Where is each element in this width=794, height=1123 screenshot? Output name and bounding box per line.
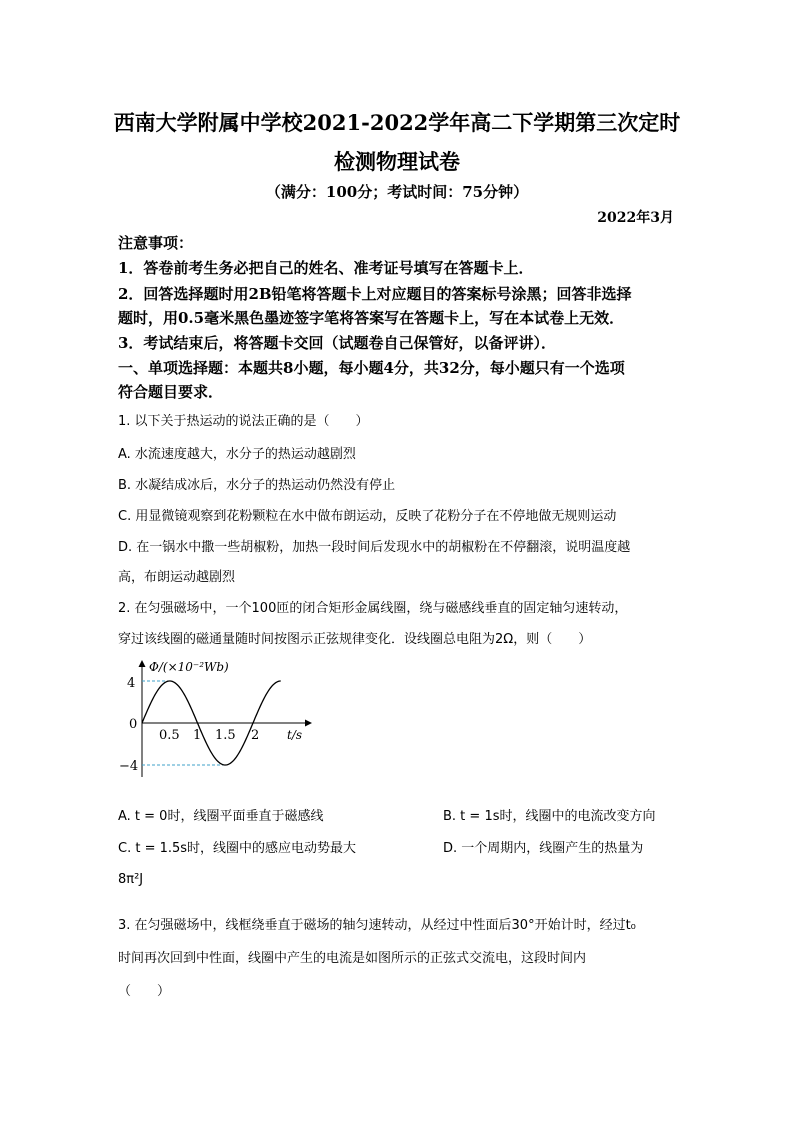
exam-date: 2022年3月 xyxy=(597,210,674,226)
y-axis-label: Φ/(×10⁻²Wb) xyxy=(149,660,229,674)
q2-option-d: D. 一个周期内，线圈产生的热量为 xyxy=(443,841,644,856)
q1-option-d-cont: 高，布朗运动越剧烈 xyxy=(118,570,236,585)
q2-option-a: A. t = 0时，线圈平面垂直于磁感线 xyxy=(118,809,324,824)
q1-option-d: D. 在一锅水中撒一些胡椒粉，加热一段时间后发现水中的胡椒粉在不停翻滚，说明温度越 xyxy=(118,540,631,555)
q2-option-d-value: 8π²J xyxy=(118,872,144,887)
q1-option-a: A. 水流速度越大，水分子的热运动越剧烈 xyxy=(118,447,356,462)
x-tick-0-5: 0.5 xyxy=(159,728,180,743)
q3-stem-cont: 时间再次回到中性面，线圈中产生的电流是如图所示的正弦式交流电，这段时间内 xyxy=(118,951,587,966)
q3-stem-bracket: （ ） xyxy=(118,984,171,999)
x-tick-1-5: 1.5 xyxy=(215,728,236,743)
q2-stem-cont: 穿过该线圈的磁通量随时间按图示正弦规律变化．设线圈总电阻为2Ω，则（ ） xyxy=(118,632,592,647)
q2-stem: 2. 在匀强磁场中，一个100匝的闭合矩形金属线圈，绕与磁感线垂直的固定轴匀速转动， xyxy=(118,601,628,616)
q1-option-c: C. 用显微镜观察到花粉颗粒在水中做布朗运动，反映了花粉分子在不停地做无规则运动 xyxy=(118,509,617,524)
flux-graph-svg xyxy=(115,655,320,780)
q2-option-b: B. t = 1s时，线圈中的电流改变方向 xyxy=(443,809,656,824)
note-item-3: 3．考试结束后，将答题卡交回（试题卷自己保管好，以备评讲）． xyxy=(118,334,556,352)
y-tick-0: 0 xyxy=(129,717,138,732)
note-item-2-cont: 题时，用0.5毫米黑色墨迹签字笔将答案写在答题卡上，写在本试卷上无效． xyxy=(118,309,625,327)
note-item-2: 2．回答选择题时用2B铅笔将答题卡上对应题目的答案标号涂黑；回答非选择 xyxy=(118,285,632,303)
flux-time-graph xyxy=(115,655,320,780)
exam-title-line1: 西南大学附属中学校2021-2022学年高二下学期第三次定时 xyxy=(113,110,681,135)
x-tick-2: 2 xyxy=(251,728,260,743)
q3-stem: 3. 在匀强磁场中，线框绕垂直于磁场的轴匀速转动，从经过中性面后30°开始计时，经过t₀ xyxy=(118,918,636,933)
q1-option-b: B. 水凝结成冰后，水分子的热运动仍然没有停止 xyxy=(118,478,396,493)
exam-subtitle: （满分：100分；考试时间：75分钟） xyxy=(265,183,529,201)
notes-heading: 注意事项： xyxy=(118,234,194,252)
q1-stem: 1. 以下关于热运动的说法正确的是（ ） xyxy=(118,414,369,429)
exam-title-line2: 检测物理试卷 xyxy=(334,149,460,174)
section1-heading: 一、单项选择题：本题共8小题，每小题4分，共32分，每小题只有一个选项 xyxy=(118,359,625,377)
y-tick-neg4: −4 xyxy=(119,759,139,774)
y-tick-4: 4 xyxy=(127,676,136,691)
note-item-1: 1．答卷前考生务必把自己的姓名、准考证号填写在答题卡上． xyxy=(118,259,534,277)
section1-heading-cont: 符合题目要求． xyxy=(118,383,224,401)
x-axis-label: t/s xyxy=(287,728,303,742)
q2-option-c: C. t = 1.5s时，线圈中的感应电动势最大 xyxy=(118,841,357,856)
x-tick-1: 1 xyxy=(193,728,202,743)
